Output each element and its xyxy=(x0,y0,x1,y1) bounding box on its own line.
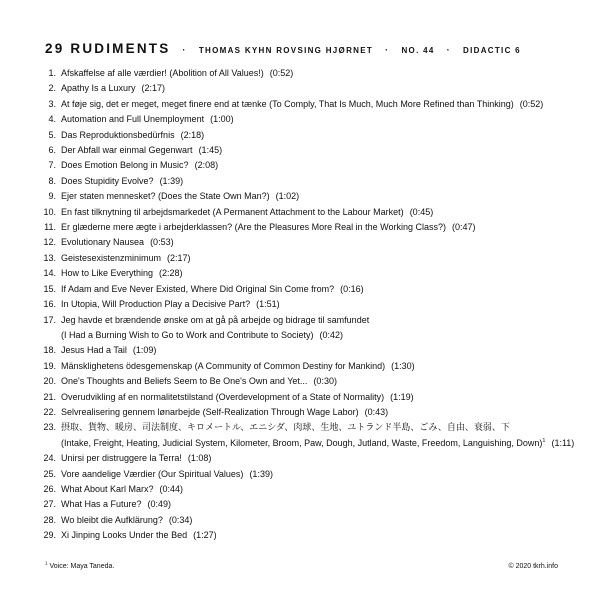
track-title-translation: (Intake, Freight, Heating, Judicial System, Kilometer, Broom, Paw, Dough, Jutland, Waste, Freedom, Languishing, Down) xyxy=(61,437,543,448)
track-item xyxy=(30,235,580,250)
track-duration: (1:08) xyxy=(187,453,212,464)
track-item xyxy=(30,158,580,173)
track-body xyxy=(61,128,580,143)
track-item xyxy=(30,528,580,543)
track-number: 10. xyxy=(43,206,56,217)
track-body xyxy=(61,235,580,250)
track-duration: (0:34) xyxy=(168,514,193,525)
track-body xyxy=(61,513,580,528)
track-title: Geistesexistenzminimum xyxy=(61,252,162,263)
track-duration: (2:28) xyxy=(159,268,183,279)
track-number: 15. xyxy=(43,283,56,294)
track-title: Automation and Full Unemployment xyxy=(61,114,205,125)
track-title: How to Like Everything xyxy=(61,268,154,279)
track-title: Does Stupidity Evolve? xyxy=(61,175,154,186)
track-duration: (1:09) xyxy=(132,345,157,356)
track-duration: (1:39) xyxy=(159,175,184,186)
track-item xyxy=(30,482,580,497)
track-number: 9. xyxy=(48,191,56,202)
track-body xyxy=(61,251,580,266)
track-body xyxy=(61,189,580,204)
track-duration: (1:27) xyxy=(193,530,217,541)
track-body xyxy=(61,266,580,281)
track-title: What Has a Future? xyxy=(61,499,142,510)
track-number: 25. xyxy=(43,468,56,479)
track-duration: (2:17) xyxy=(141,83,166,94)
track-title: Evolutionary Nausea xyxy=(61,237,145,248)
album-title: 29 RUDIMENTS xyxy=(45,41,171,56)
track-title: At føje sig, det er meget, meget finere end at tænke (To Comply, That Is Much, Much More Refined than Thinking) xyxy=(61,98,514,109)
track-duration: (0:52) xyxy=(519,98,544,109)
track-item xyxy=(30,143,580,158)
track-title: In Utopia, Will Production Play a Decisive Part? xyxy=(61,299,251,310)
track-number: 28. xyxy=(43,514,56,525)
track-duration: (2:17) xyxy=(167,252,191,263)
track-item xyxy=(30,467,580,482)
track-item xyxy=(30,66,580,81)
track-title: 摂取、貨物、暖房、司法制度、キロメートル、エニシダ、肉球、生地、ユトランド半島、ごみ、自由、衰弱、下 xyxy=(61,422,510,433)
track-item xyxy=(30,220,580,235)
track-duration: (0:49) xyxy=(147,499,172,510)
header xyxy=(45,40,575,58)
track-number: 18. xyxy=(43,345,56,356)
track-body xyxy=(61,374,580,389)
track-item xyxy=(30,405,580,420)
track-title: Das Reproduktionsbedürfnis xyxy=(61,129,175,140)
track-title: Overudvikling af en normalitetstilstand (Overdevelopment of a State of Normality) xyxy=(61,391,385,402)
track-number: 21. xyxy=(43,391,56,402)
track-item xyxy=(30,128,580,143)
track-body xyxy=(61,390,580,405)
track-title: Ejer staten mennesket? (Does the State Own Man?) xyxy=(61,191,270,202)
track-item xyxy=(30,112,580,127)
catalog-number: NO. 44 xyxy=(401,46,435,55)
track-title: What About Karl Marx? xyxy=(61,483,154,494)
track-body xyxy=(61,297,580,312)
track-item xyxy=(30,374,580,389)
track-number: 20. xyxy=(43,376,56,387)
track-number: 27. xyxy=(43,499,56,510)
track-number: 24. xyxy=(43,453,56,464)
header-separator: · xyxy=(385,45,390,55)
track-duration: (0:30) xyxy=(313,376,337,387)
track-title: Xi Jinping Looks Under the Bed xyxy=(61,530,188,541)
track-duration: (1:19) xyxy=(390,391,414,402)
track-item xyxy=(30,359,580,374)
track-duration: (2:08) xyxy=(194,160,219,171)
track-title: Afskaffelse af alle værdier! (Abolition of All Values!) xyxy=(61,68,264,78)
track-duration: (2:18) xyxy=(180,129,205,140)
track-title: Selvrealisering gennem lønarbejde (Self-Realization Through Wage Labor) xyxy=(61,406,359,417)
footnote-mark: 1 xyxy=(542,437,546,444)
track-title: Mänsklighetens ödesgemenskap (A Community of Common Destiny for Mankind) xyxy=(61,360,386,371)
track-number: 6. xyxy=(48,145,56,156)
track-number: 17. xyxy=(43,314,56,325)
track-duration: (1:11) xyxy=(551,437,575,448)
track-body xyxy=(61,66,580,81)
track-body xyxy=(61,282,580,297)
track-duration: (1:45) xyxy=(198,145,223,156)
track-title: En fast tilknytning til arbejdsmarkedet (A Permanent Attachment to the Labour Market) xyxy=(61,206,404,217)
track-number: 22. xyxy=(43,406,56,417)
track-title: If Adam and Eve Never Existed, Where Did Original Sin Come from? xyxy=(61,283,335,294)
track-body xyxy=(61,343,580,358)
footnote-mark: 1 xyxy=(45,560,48,566)
header-separator: · xyxy=(446,45,452,55)
track-title: Does Emotion Belong in Music? xyxy=(61,160,189,171)
track-body xyxy=(61,313,580,344)
track-item xyxy=(30,513,580,528)
footnote-text: Voice: Maya Taneda. xyxy=(49,563,115,570)
track-title: Jeg havde et brændende ønske om at gå på arbejde og bidrage til samfundet xyxy=(61,314,370,325)
track-body xyxy=(61,220,580,235)
track-body xyxy=(61,81,580,96)
track-duration: (1:30) xyxy=(391,360,415,371)
series-label: DIDACTIC 6 xyxy=(463,46,521,55)
artist-name: THOMAS KYHN ROVSING HJØRNET xyxy=(198,46,374,55)
track-title: Wo bleibt die Aufklärung? xyxy=(61,514,163,525)
copyright: © 2020 tkrh.info xyxy=(508,563,558,570)
track-item xyxy=(30,266,580,281)
track-number: 11. xyxy=(44,222,56,233)
track-number: 5. xyxy=(48,129,56,140)
track-body xyxy=(61,158,580,173)
track-body xyxy=(61,420,580,451)
track-body xyxy=(61,405,580,420)
track-list xyxy=(30,66,580,544)
track-duration: (0:44) xyxy=(159,483,184,494)
track-duration: (1:00) xyxy=(210,114,234,125)
track-title: Jesus Had a Tail xyxy=(61,345,127,356)
track-number: 29. xyxy=(43,530,56,541)
track-duration: (0:16) xyxy=(340,283,364,294)
track-duration: (0:52) xyxy=(269,68,294,78)
track-body xyxy=(61,97,580,112)
header-separator: · xyxy=(182,45,187,55)
track-body xyxy=(61,205,580,220)
track-body xyxy=(61,143,580,158)
track-item xyxy=(30,97,580,112)
footer xyxy=(45,560,558,570)
track-title: Apathy Is a Luxury xyxy=(61,83,136,94)
track-body xyxy=(61,359,580,374)
track-item xyxy=(30,205,580,220)
track-number: 8. xyxy=(48,175,56,186)
track-item xyxy=(30,174,580,189)
track-number: 1. xyxy=(48,68,56,78)
track-body xyxy=(61,497,580,512)
track-title-translation: (I Had a Burning Wish to Go to Work and Contribute to Society) xyxy=(61,329,314,340)
track-title: Unirsi per distruggere la Terra! xyxy=(61,453,182,464)
track-number: 14. xyxy=(43,268,56,279)
track-number: 13. xyxy=(43,252,56,263)
track-item xyxy=(30,451,580,466)
track-number: 2. xyxy=(48,83,56,94)
track-title: Er glæderne mere ægte i arbejderklassen? (Are the Pleasures More Real in the Working Class?) xyxy=(61,222,447,233)
track-body xyxy=(61,528,580,543)
track-body xyxy=(61,112,580,127)
track-item xyxy=(30,282,580,297)
track-title: Der Abfall war einmal Gegenwart xyxy=(61,145,193,156)
track-title: Vore aandelige Værdier (Our Spiritual Values) xyxy=(61,468,244,479)
track-duration: (0:53) xyxy=(150,237,174,248)
track-body xyxy=(61,467,580,482)
track-duration: (1:02) xyxy=(275,191,300,202)
track-body xyxy=(61,451,580,466)
track-item xyxy=(30,189,580,204)
track-duration: (0:42) xyxy=(319,329,343,340)
track-number: 12. xyxy=(43,237,56,248)
track-duration: (1:39) xyxy=(249,468,273,479)
track-body xyxy=(61,174,580,189)
track-title: One's Thoughts and Beliefs Seem to Be One's Own and Yet... xyxy=(61,376,308,387)
track-duration: (0:47) xyxy=(452,222,476,233)
track-number: 23. xyxy=(43,422,56,433)
track-item xyxy=(30,251,580,266)
track-number: 3. xyxy=(48,98,56,109)
track-duration: (0:45) xyxy=(409,206,434,217)
track-number: 4. xyxy=(48,114,56,125)
track-duration: (0:43) xyxy=(364,406,389,417)
track-number: 16. xyxy=(43,299,56,310)
track-number: 26. xyxy=(43,483,56,494)
track-number: 19. xyxy=(43,360,56,371)
track-item xyxy=(30,390,580,405)
track-item xyxy=(30,81,580,96)
track-item xyxy=(30,343,580,358)
track-number: 7. xyxy=(48,160,56,171)
track-item xyxy=(30,420,580,451)
track-duration: (1:51) xyxy=(256,299,280,310)
track-item xyxy=(30,297,580,312)
footnote xyxy=(45,560,115,570)
track-item xyxy=(30,497,580,512)
track-body xyxy=(61,482,580,497)
track-item xyxy=(30,313,580,344)
